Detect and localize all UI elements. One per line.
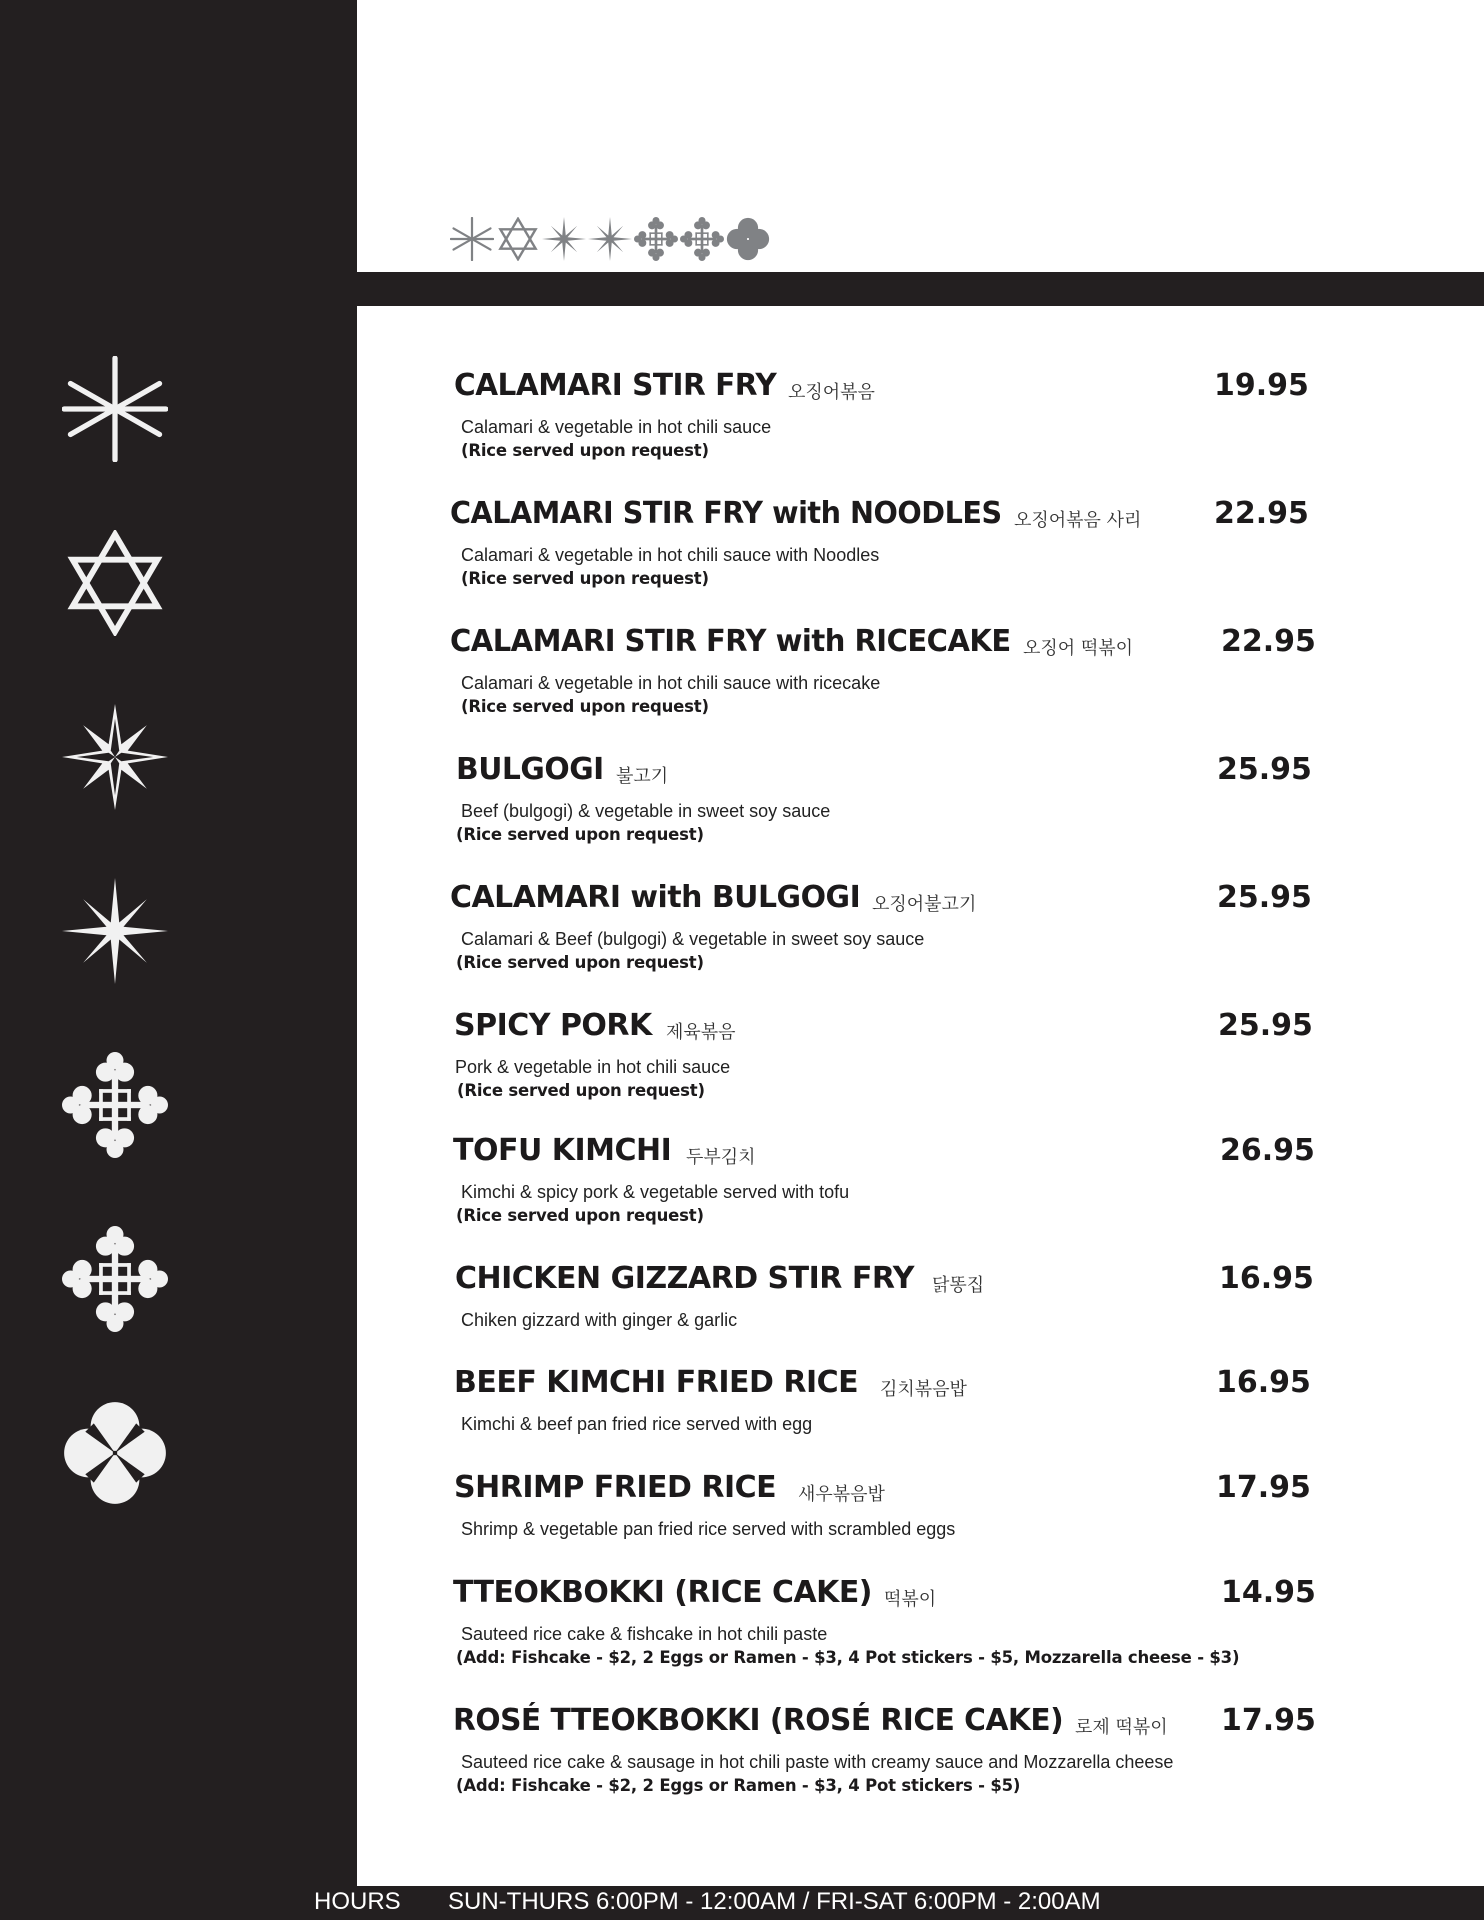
item-korean-name: 로제 떡볶이 xyxy=(1075,1717,1168,1738)
item-description: Calamari & vegetable in hot chili sauce with Noodles xyxy=(461,545,880,565)
item-name: BEEF KIMCHI FRIED RICE xyxy=(454,1365,859,1400)
menu-item xyxy=(0,1133,1484,1253)
compass-star-icon xyxy=(542,217,586,261)
item-name: CALAMARI STIR FRY with RICECAKE xyxy=(450,624,1011,659)
item-price: 19.95 xyxy=(1214,368,1309,403)
item-description: Kimchi & spicy pork & vegetable served with tofu xyxy=(461,1182,850,1202)
item-note: (Rice served upon request) xyxy=(456,1206,704,1225)
item-description: Chiken gizzard with ginger & garlic xyxy=(461,1310,738,1330)
item-korean-name: 제육볶음 xyxy=(666,1022,736,1043)
item-price: 25.95 xyxy=(1217,880,1312,915)
star-of-david-icon xyxy=(496,217,540,261)
item-note: (Rice served upon request) xyxy=(461,441,709,460)
item-note: (Rice served upon request) xyxy=(456,953,704,972)
menu-item xyxy=(0,1575,1484,1695)
menu-item xyxy=(0,624,1484,744)
item-note: (Rice served upon request) xyxy=(461,697,709,716)
item-description: Calamari & Beef (bulgogi) & vegetable in sweet soy sauce xyxy=(461,929,925,949)
item-note: (Rice served upon request) xyxy=(461,569,709,588)
menu-item xyxy=(0,1703,1484,1823)
item-note: (Add: Fishcake - $2, 2 Eggs or Ramen - $3, 4 Pot stickers - $5, Mozzarella cheese - $3) xyxy=(456,1648,1240,1667)
item-description: Shrimp & vegetable pan fried rice served with scrambled eggs xyxy=(461,1519,956,1539)
item-price: 16.95 xyxy=(1219,1261,1314,1296)
item-name: CALAMARI with BULGOGI xyxy=(450,880,861,915)
hours-label: HOURS xyxy=(314,1888,401,1915)
item-price: 17.95 xyxy=(1216,1470,1311,1505)
item-korean-name: 새우볶음밥 xyxy=(798,1484,885,1505)
item-price: 26.95 xyxy=(1220,1133,1315,1168)
menu-item xyxy=(0,1008,1484,1128)
item-price: 25.95 xyxy=(1218,1008,1313,1043)
eight-point-star-icon xyxy=(588,217,632,261)
asterisk-star-icon xyxy=(450,217,494,261)
item-name: CHICKEN GIZZARD STIR FRY xyxy=(455,1261,915,1296)
hours-text: SUN-THURS 6:00PM - 12:00AM / FRI-SAT 6:00PM - 2:00AM xyxy=(448,1888,1101,1915)
item-price: 22.95 xyxy=(1214,496,1309,531)
item-note: (Rice served upon request) xyxy=(456,825,704,844)
item-name: SHRIMP FRIED RICE xyxy=(454,1470,777,1505)
item-name: BULGOGI xyxy=(456,752,604,787)
item-korean-name: 닭똥집 xyxy=(932,1275,985,1296)
item-korean-name: 불고기 xyxy=(616,766,669,787)
menu-item xyxy=(0,880,1484,1000)
item-korean-name: 오징어 떡볶이 xyxy=(1023,638,1134,659)
item-note: (Add: Fishcake - $2, 2 Eggs or Ramen - $3, 4 Pot stickers - $5) xyxy=(456,1776,1021,1795)
top-icon-row xyxy=(450,214,770,264)
item-description: Calamari & vegetable in hot chili sauce with ricecake xyxy=(461,673,881,693)
item-price: 22.95 xyxy=(1221,624,1316,659)
item-price: 25.95 xyxy=(1217,752,1312,787)
floral-cross-icon xyxy=(634,217,678,261)
item-korean-name: 오징어볶음 사리 xyxy=(1014,510,1142,531)
floral-cross-icon xyxy=(680,217,724,261)
quatrefoil-icon xyxy=(726,217,770,261)
item-description: Sauteed rice cake & fishcake in hot chili paste xyxy=(461,1624,828,1644)
item-description: Sauteed rice cake & sausage in hot chili paste with creamy sauce and Mozzarella cheese xyxy=(461,1752,1174,1772)
menu-item xyxy=(0,1470,1484,1590)
menu-item xyxy=(0,368,1484,488)
item-description: Calamari & vegetable in hot chili sauce xyxy=(461,417,772,437)
menu-item xyxy=(0,752,1484,872)
item-korean-name: 떡볶이 xyxy=(884,1589,937,1610)
item-name: CALAMARI STIR FRY with NOODLES xyxy=(450,496,1002,531)
menu-item xyxy=(0,1261,1484,1381)
item-korean-name: 오징어불고기 xyxy=(872,894,977,915)
header-divider-bar xyxy=(357,272,1484,306)
item-description: Pork & vegetable in hot chili sauce xyxy=(455,1057,731,1077)
item-korean-name: 김치볶음밥 xyxy=(880,1379,967,1400)
item-note: (Rice served upon request) xyxy=(457,1081,705,1100)
menu-item xyxy=(0,496,1484,616)
item-name: TOFU KIMCHI xyxy=(453,1133,672,1168)
menu-item xyxy=(0,1365,1484,1485)
item-price: 16.95 xyxy=(1216,1365,1311,1400)
item-korean-name: 오징어볶음 xyxy=(788,382,875,403)
item-price: 17.95 xyxy=(1221,1703,1316,1738)
item-description: Beef (bulgogi) & vegetable in sweet soy sauce xyxy=(461,801,831,821)
item-korean-name: 두부김치 xyxy=(686,1147,756,1168)
item-name: ROSÉ TTEOKBOKKI (ROSÉ RICE CAKE) xyxy=(453,1703,1064,1738)
item-description: Kimchi & beef pan fried rice served with egg xyxy=(461,1414,813,1434)
item-price: 14.95 xyxy=(1221,1575,1316,1610)
item-name: TTEOKBOKKI (RICE CAKE) xyxy=(453,1575,872,1610)
item-name: CALAMARI STIR FRY xyxy=(454,368,777,403)
item-name: SPICY PORK xyxy=(454,1008,652,1043)
